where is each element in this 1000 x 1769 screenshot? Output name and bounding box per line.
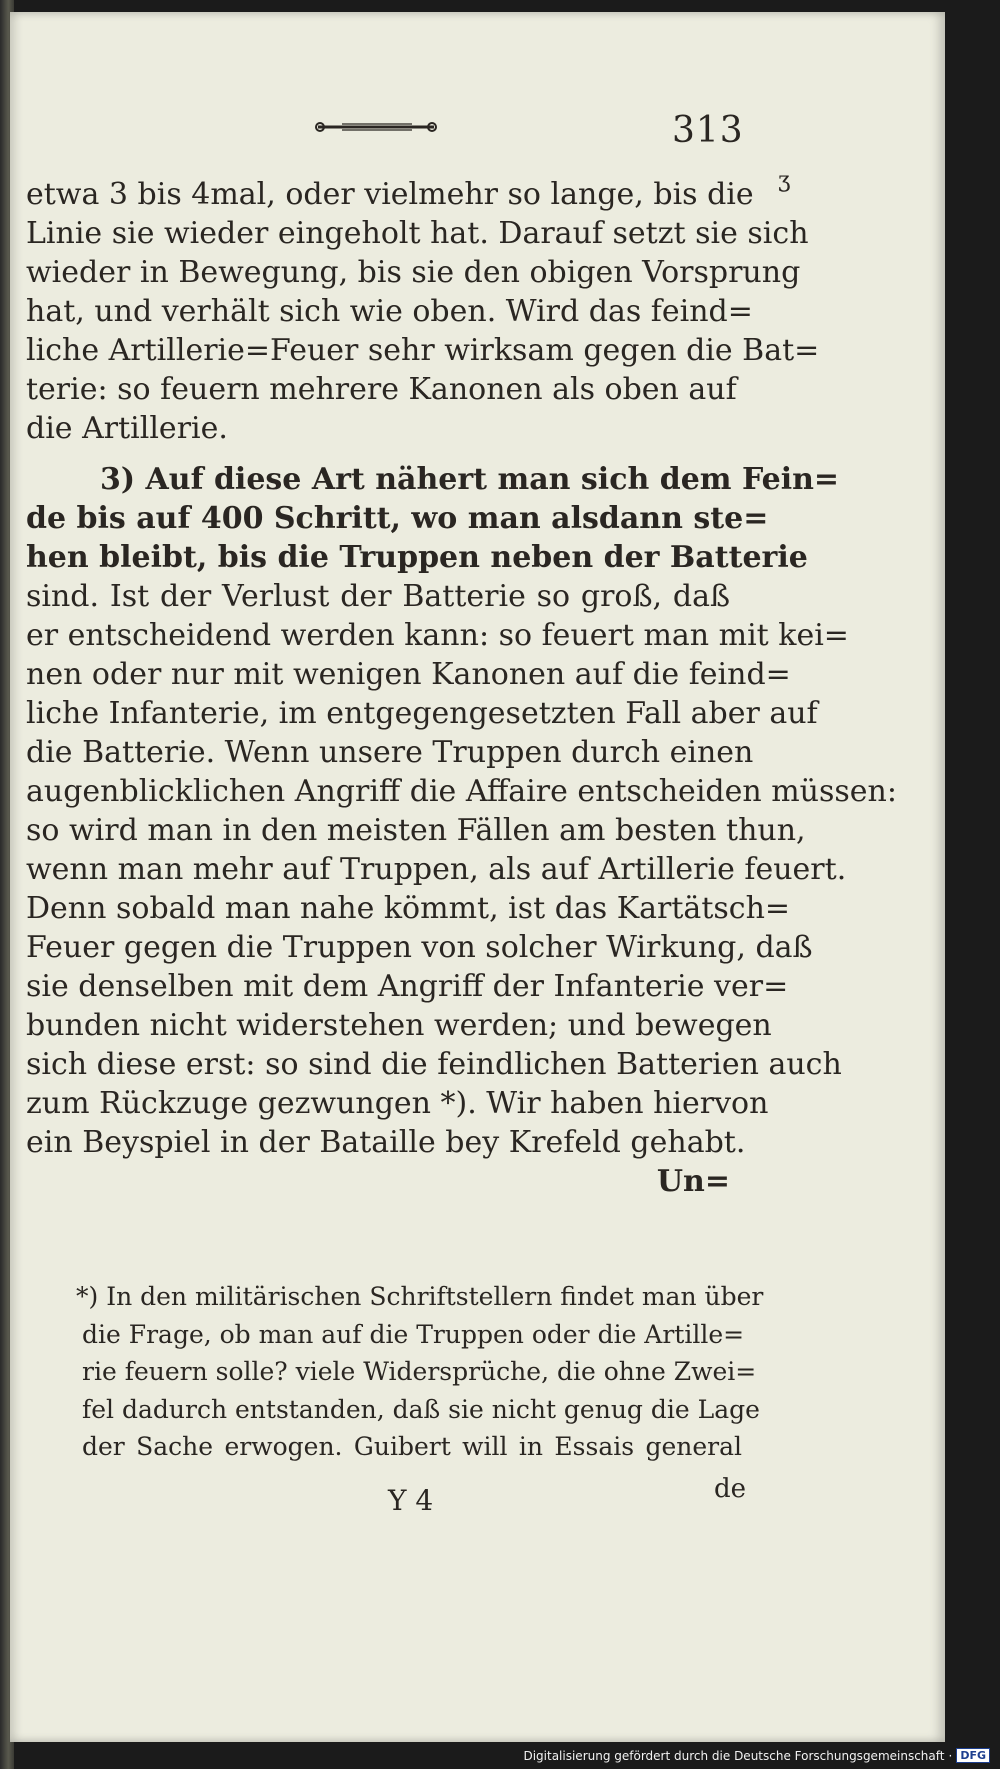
catchword: de: [714, 1474, 747, 1504]
text-line: bunden nicht widerstehen werden; und bewegen: [26, 1008, 772, 1043]
digitization-credit: [523, 1748, 990, 1763]
page-number: 313: [672, 110, 744, 151]
text-line: Linie sie wieder eingeholt hat. Darauf setzt sie sich: [26, 216, 809, 251]
footnote-line: der Sache erwogen. Guibert will in Essais general: [82, 1432, 742, 1461]
footnote-line: rie feuern solle? viele Widersprüche, die ohne Zwei=: [82, 1357, 757, 1386]
text-line: de bis auf 400 Schritt, wo man alsdann ste=: [26, 501, 769, 536]
ornament-rule-icon: [312, 119, 440, 135]
text-line: liche Artillerie=Feuer sehr wirksam gegen die Bat=: [26, 333, 820, 368]
text-line: augenblicklichen Angriff die Affaire entscheiden müssen:: [26, 774, 897, 809]
footnote-line: die Frage, ob man auf die Truppen oder die Artille=: [82, 1319, 745, 1349]
footnote-line: fel dadurch entstanden, daß sie nicht genug die Lage: [82, 1394, 760, 1424]
credit-text: Digitalisierung gefördert durch die Deutsche Forschungsgemeinschaft: [523, 1748, 945, 1763]
text-line: Denn sobald man nahe kömmt, ist das Kartätsch=: [26, 891, 791, 926]
text-line: wenn man mehr auf Truppen, als auf Artillerie feuert.: [26, 852, 847, 887]
text-line: zum Rückzuge gezwungen *). Wir haben hiervon: [26, 1086, 769, 1121]
text-line: sich diese erst: so sind die feindlichen Batterien auch: [26, 1047, 842, 1082]
text-line: so wird man in den meisten Fällen am besten thun,: [26, 813, 806, 848]
text-line: hat, und verhält sich wie oben. Wird das feind=: [26, 294, 753, 329]
text-line: wieder in Bewegung, bis sie den obigen Vorsprung: [26, 255, 801, 290]
text-line: terie: so feuern mehrere Kanonen als oben auf: [26, 372, 737, 407]
book-page: [10, 12, 945, 1742]
text-line: sind. Ist der Verlust der Batterie so groß, daß: [26, 579, 730, 614]
dfg-logo-icon: DFG: [956, 1748, 990, 1763]
signature-mark: Y 4: [388, 1484, 434, 1517]
text-line: sie denselben mit dem Angriff der Infanterie ver=: [26, 969, 789, 1004]
catchword-line: Un=: [656, 1164, 730, 1199]
text-line: ein Beyspiel in der Bataille bey Krefeld gehabt.: [26, 1125, 746, 1160]
text-line: etwa 3 bis 4mal, oder vielmehr so lange, bis die: [26, 177, 754, 212]
separator: ·: [948, 1748, 953, 1763]
footnote-line: *) In den militärischen Schriftstellern findet man über: [76, 1282, 764, 1311]
text-line: er entscheidend werden kann: so feuert man mit kei=: [26, 618, 849, 653]
text-line: die Artillerie.: [26, 411, 228, 446]
text-line: nen oder nur mit wenigen Kanonen auf die feind=: [26, 657, 791, 692]
main-text: [26, 175, 897, 1201]
text-line: Feuer gegen die Truppen von solcher Wirkung, daß: [26, 930, 813, 965]
text-line: liche Infanterie, im entgegengesetzten Fall aber auf: [26, 696, 818, 731]
text-line: 3) Auf diese Art nähert man sich dem Fein=: [100, 462, 840, 497]
text-line: die Batterie. Wenn unsere Truppen durch einen: [26, 735, 754, 770]
footnote: [76, 1278, 764, 1466]
text-line: hen bleibt, bis die Truppen neben der Batterie: [26, 540, 808, 575]
margin-mark: ʒ: [778, 168, 791, 193]
